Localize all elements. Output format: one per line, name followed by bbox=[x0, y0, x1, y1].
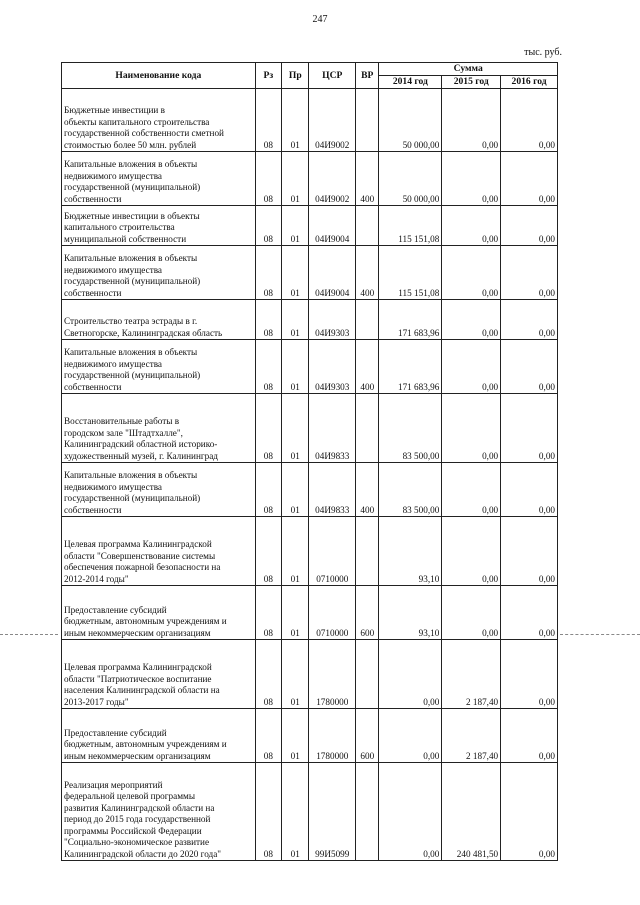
row-amount-2014: 50 000,00 bbox=[379, 152, 442, 206]
table-row bbox=[62, 394, 558, 463]
table-row bbox=[62, 300, 558, 340]
row-vr: 400 bbox=[356, 340, 379, 394]
row-pr: 01 bbox=[282, 246, 309, 300]
row-amount-2015: 2 187,40 bbox=[442, 640, 501, 709]
row-amount-2016: 0,00 bbox=[501, 206, 558, 246]
units-label: тыс. руб. bbox=[524, 47, 562, 58]
row-pr: 01 bbox=[282, 640, 309, 709]
row-vr bbox=[356, 206, 379, 246]
row-name: Капитальные вложения в объекты недвижимого имущества государственной (муниципальной) собственности bbox=[62, 340, 256, 394]
row-csr: 1780000 bbox=[309, 640, 356, 709]
row-vr: 600 bbox=[356, 709, 379, 763]
row-pr: 01 bbox=[282, 394, 309, 463]
row-pr: 01 bbox=[282, 586, 309, 640]
row-amount-2014: 171 683,96 bbox=[379, 340, 442, 394]
row-amount-2016: 0,00 bbox=[501, 763, 558, 861]
row-pr: 01 bbox=[282, 463, 309, 517]
row-rz: 08 bbox=[255, 394, 281, 463]
table-row bbox=[62, 586, 558, 640]
row-pr: 01 bbox=[282, 300, 309, 340]
row-csr: 0710000 bbox=[309, 517, 356, 586]
row-pr: 01 bbox=[282, 517, 309, 586]
row-amount-2014: 93,10 bbox=[379, 517, 442, 586]
row-name: Предоставление субсидий бюджетным, автономным учреждениям и иным некоммерческим организациям bbox=[62, 586, 256, 640]
row-amount-2015: 0,00 bbox=[442, 586, 501, 640]
row-amount-2016: 0,00 bbox=[501, 709, 558, 763]
row-amount-2015: 0,00 bbox=[442, 517, 501, 586]
row-amount-2015: 0,00 bbox=[442, 89, 501, 152]
row-csr: 04И9833 bbox=[309, 463, 356, 517]
header-rz: Рз bbox=[255, 63, 281, 89]
budget-table bbox=[61, 62, 558, 861]
row-csr: 04И9303 bbox=[309, 340, 356, 394]
row-name: Бюджетные инвестиции в объекты капитального строительства муниципальной собственности bbox=[62, 206, 256, 246]
row-pr: 01 bbox=[282, 763, 309, 861]
row-amount-2015: 0,00 bbox=[442, 394, 501, 463]
row-rz: 08 bbox=[255, 152, 281, 206]
row-amount-2015: 2 187,40 bbox=[442, 709, 501, 763]
row-name: Предоставление субсидий бюджетным, автономным учреждениям и иным некоммерческим организациям bbox=[62, 709, 256, 763]
row-name: Капитальные вложения в объекты недвижимого имущества государственной (муниципальной) собственности bbox=[62, 246, 256, 300]
margin-fold-line-left bbox=[0, 634, 58, 636]
header-pr: Пр bbox=[282, 63, 309, 89]
table-row bbox=[62, 517, 558, 586]
table-row bbox=[62, 763, 558, 861]
row-amount-2014: 115 151,08 bbox=[379, 206, 442, 246]
table-row bbox=[62, 640, 558, 709]
row-amount-2014: 0,00 bbox=[379, 640, 442, 709]
row-rz: 08 bbox=[255, 763, 281, 861]
row-rz: 08 bbox=[255, 246, 281, 300]
row-vr bbox=[356, 300, 379, 340]
margin-fold-line-right bbox=[560, 634, 640, 636]
row-csr: 04И9004 bbox=[309, 206, 356, 246]
header-vr: ВР bbox=[356, 63, 379, 89]
row-pr: 01 bbox=[282, 152, 309, 206]
row-amount-2014: 0,00 bbox=[379, 763, 442, 861]
row-name: Целевая программа Калининградской области "Патриотическое воспитание населения Калининградской области на 2013-2017 годы" bbox=[62, 640, 256, 709]
row-pr: 01 bbox=[282, 206, 309, 246]
page-number: 247 bbox=[312, 14, 328, 25]
row-amount-2016: 0,00 bbox=[501, 586, 558, 640]
row-rz: 08 bbox=[255, 709, 281, 763]
row-amount-2015: 0,00 bbox=[442, 300, 501, 340]
row-name: Капитальные вложения в объекты недвижимого имущества государственной (муниципальной) собственности bbox=[62, 152, 256, 206]
header-name: Наименование кода bbox=[62, 63, 256, 89]
row-pr: 01 bbox=[282, 709, 309, 763]
table-row bbox=[62, 709, 558, 763]
row-rz: 08 bbox=[255, 300, 281, 340]
row-amount-2014: 83 500,00 bbox=[379, 394, 442, 463]
row-amount-2014: 93,10 bbox=[379, 586, 442, 640]
row-amount-2016: 0,00 bbox=[501, 340, 558, 394]
row-amount-2015: 0,00 bbox=[442, 463, 501, 517]
table-row bbox=[62, 246, 558, 300]
row-csr: 1780000 bbox=[309, 709, 356, 763]
table-body bbox=[62, 89, 558, 861]
row-vr bbox=[356, 89, 379, 152]
row-csr: 04И9002 bbox=[309, 152, 356, 206]
row-name: Целевая программа Калининградской области "Совершенствование системы обеспечения пожарной безопасности на 2012-2014 годы" bbox=[62, 517, 256, 586]
table-row bbox=[62, 89, 558, 152]
row-amount-2014: 171 683,96 bbox=[379, 300, 442, 340]
row-name: Строительство театра эстрады в г. Светногорске, Калининградская область bbox=[62, 300, 256, 340]
row-amount-2016: 0,00 bbox=[501, 640, 558, 709]
row-amount-2014: 83 500,00 bbox=[379, 463, 442, 517]
row-amount-2015: 0,00 bbox=[442, 206, 501, 246]
row-rz: 08 bbox=[255, 640, 281, 709]
row-name: Бюджетные инвестиции в объекты капитального строительства государственной собственности сметной стоимостью более 50 млн. рублей bbox=[62, 89, 256, 152]
row-vr bbox=[356, 517, 379, 586]
row-amount-2016: 0,00 bbox=[501, 517, 558, 586]
header-sum: Сумма bbox=[379, 63, 558, 76]
row-rz: 08 bbox=[255, 586, 281, 640]
row-vr: 400 bbox=[356, 463, 379, 517]
header-2014: 2014 год bbox=[379, 76, 442, 89]
row-amount-2016: 0,00 bbox=[501, 463, 558, 517]
row-rz: 08 bbox=[255, 206, 281, 246]
table-row bbox=[62, 152, 558, 206]
row-vr: 400 bbox=[356, 152, 379, 206]
row-amount-2014: 0,00 bbox=[379, 709, 442, 763]
row-vr: 600 bbox=[356, 586, 379, 640]
row-vr bbox=[356, 640, 379, 709]
row-rz: 08 bbox=[255, 340, 281, 394]
row-csr: 04И9303 bbox=[309, 300, 356, 340]
row-pr: 01 bbox=[282, 340, 309, 394]
row-rz: 08 bbox=[255, 463, 281, 517]
row-name: Капитальные вложения в объекты недвижимого имущества государственной (муниципальной) собственности bbox=[62, 463, 256, 517]
table-row bbox=[62, 206, 558, 246]
row-csr: 04И9833 bbox=[309, 394, 356, 463]
row-vr bbox=[356, 763, 379, 861]
row-amount-2015: 240 481,50 bbox=[442, 763, 501, 861]
row-amount-2016: 0,00 bbox=[501, 300, 558, 340]
row-amount-2015: 0,00 bbox=[442, 246, 501, 300]
row-amount-2015: 0,00 bbox=[442, 340, 501, 394]
table-row bbox=[62, 463, 558, 517]
row-amount-2016: 0,00 bbox=[501, 89, 558, 152]
row-rz: 08 bbox=[255, 517, 281, 586]
row-csr: 0710000 bbox=[309, 586, 356, 640]
row-amount-2014: 50 000,00 bbox=[379, 89, 442, 152]
row-amount-2016: 0,00 bbox=[501, 152, 558, 206]
row-name: Восстановительные работы в городском зале "Штадтхалле", Калининградский областной историко- художественный музей, г. Калининград bbox=[62, 394, 256, 463]
row-csr: 04И9004 bbox=[309, 246, 356, 300]
header-csr: ЦСР bbox=[309, 63, 356, 89]
row-amount-2014: 115 151,08 bbox=[379, 246, 442, 300]
row-pr: 01 bbox=[282, 89, 309, 152]
row-csr: 04И9002 bbox=[309, 89, 356, 152]
row-vr: 400 bbox=[356, 246, 379, 300]
row-csr: 99И5099 bbox=[309, 763, 356, 861]
row-amount-2016: 0,00 bbox=[501, 394, 558, 463]
row-name: Реализация мероприятий федеральной целевой программы развития Калининградской области на период до 2015 года государственной программы Российской Федерации "Социально-экономическое развитие Калининградской области до 2020 года" bbox=[62, 763, 256, 861]
row-amount-2016: 0,00 bbox=[501, 246, 558, 300]
table-row bbox=[62, 340, 558, 394]
row-rz: 08 bbox=[255, 89, 281, 152]
header-2016: 2016 год bbox=[501, 76, 558, 89]
header-2015: 2015 год bbox=[442, 76, 501, 89]
row-vr bbox=[356, 394, 379, 463]
row-amount-2015: 0,00 bbox=[442, 152, 501, 206]
